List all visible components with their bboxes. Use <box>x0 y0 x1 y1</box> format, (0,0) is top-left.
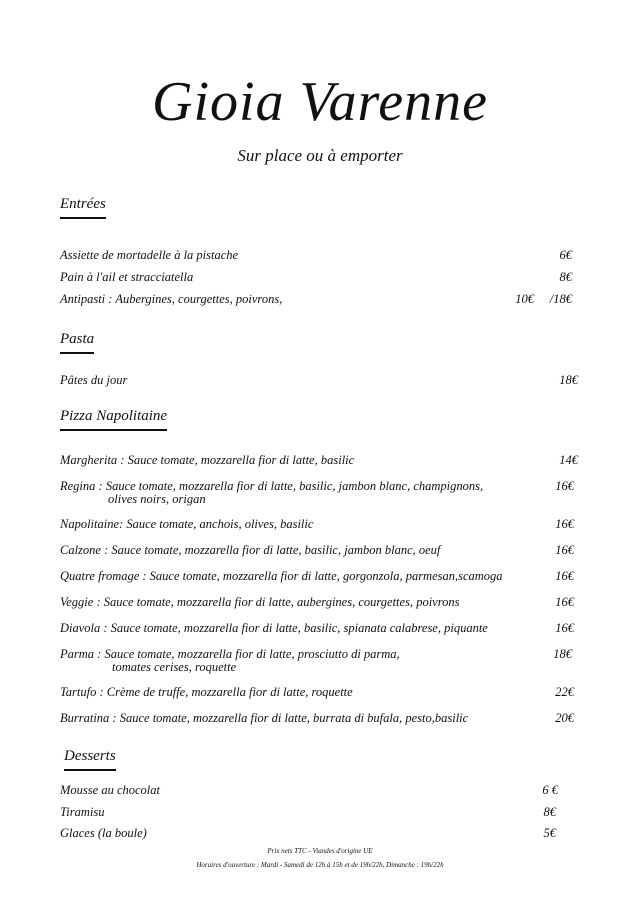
section-title-pizza: Pizza Napolitaine <box>60 408 167 431</box>
restaurant-subtitle: Sur place ou à emporter <box>237 146 403 165</box>
menu-item-name: Mousse au chocolat <box>60 783 160 797</box>
menu-item-price: 6 € <box>542 783 558 797</box>
footer-opening-hours: Horaires d'ouverture : Mardi - Samedi de 12h à 15h et de 19h/22h, Dimanche : 19h/22h <box>196 861 444 869</box>
menu-item-name: Assiette de mortadelle à la pistache <box>60 248 239 262</box>
menu-item-price: 18€ <box>559 373 578 387</box>
menu-item-name: Margherita : Sauce tomate, mozzarella fior di latte, basilic <box>60 453 355 467</box>
section-title-desserts: Desserts <box>64 748 116 771</box>
menu-item-name: Pâtes du jour <box>60 373 128 387</box>
menu-item-price: 5€ <box>543 826 556 840</box>
menu-item-price-large: /18€ <box>549 292 572 306</box>
menu-item-price: 18€ <box>553 647 572 661</box>
menu-item-name: Veggie : Sauce tomate, mozzarella fior di latte, aubergines, courgettes, poivrons <box>60 595 460 609</box>
menu-item-price: 20€ <box>555 711 574 725</box>
menu-item-continuation: tomates cerises, roquette <box>112 660 237 674</box>
menu-item-price: 22€ <box>555 685 574 699</box>
menu-item-price: 8€ <box>559 270 572 284</box>
menu-item-continuation: olives noirs, origan <box>108 492 206 506</box>
restaurant-title: Gioia Varenne <box>152 71 488 133</box>
menu-item-price: 8€ <box>543 805 556 819</box>
menu-item-name: Tartufo : Crème de truffe, mozzarella fior di latte, roquette <box>60 685 353 699</box>
menu-item-price: 16€ <box>555 595 574 609</box>
menu-item-name: Regina : Sauce tomate, mozzarella fior di latte, basilic, jambon blanc, champignons, <box>60 479 484 493</box>
menu-item-name: Napolitaine: Sauce tomate, anchois, olives, basilic <box>60 517 314 531</box>
menu-item-price: 16€ <box>555 517 574 531</box>
menu-item-name: Calzone : Sauce tomate, mozzarella fior di latte, basilic, jambon blanc, oeuf <box>60 543 441 557</box>
menu-item-name: Burratina : Sauce tomate, mozzarella fior di latte, burrata di bufala, pesto,basilic <box>60 711 469 725</box>
menu-item-price-small: 10€ <box>515 292 534 306</box>
menu-item-price: 16€ <box>555 621 574 635</box>
menu-item-name: Diavola : Sauce tomate, mozzarella fior di latte, basilic, spianata calabrese, piquante <box>60 621 488 635</box>
menu-item-price: 16€ <box>555 569 574 583</box>
menu-item-name: Tiramisu <box>60 805 105 819</box>
menu-item-price: 14€ <box>559 453 578 467</box>
menu-item-name: Parma : Sauce tomate, mozzarella fior di latte, prosciutto di parma, <box>60 647 400 661</box>
footer-prices-note: Prix nets TTC - Viandes d'origine UE <box>267 847 373 855</box>
menu-item-name: Antipasti : Aubergines, courgettes, poivrons, <box>60 292 283 306</box>
menu-item-price: 6€ <box>559 248 572 262</box>
section-title-pasta: Pasta <box>60 331 94 354</box>
menu-item-name: Pain à l'ail et stracciatella <box>60 270 194 284</box>
section-title-entrees: Entrées <box>60 196 106 219</box>
menu-item-name: Glaces (la boule) <box>60 826 147 840</box>
menu-item-name: Quatre fromage : Sauce tomate, mozzarella fior di latte, gorgonzola, parmesan,scamoga <box>60 569 503 583</box>
menu-item-price: 16€ <box>555 479 574 493</box>
menu-item-price: 16€ <box>555 543 574 557</box>
